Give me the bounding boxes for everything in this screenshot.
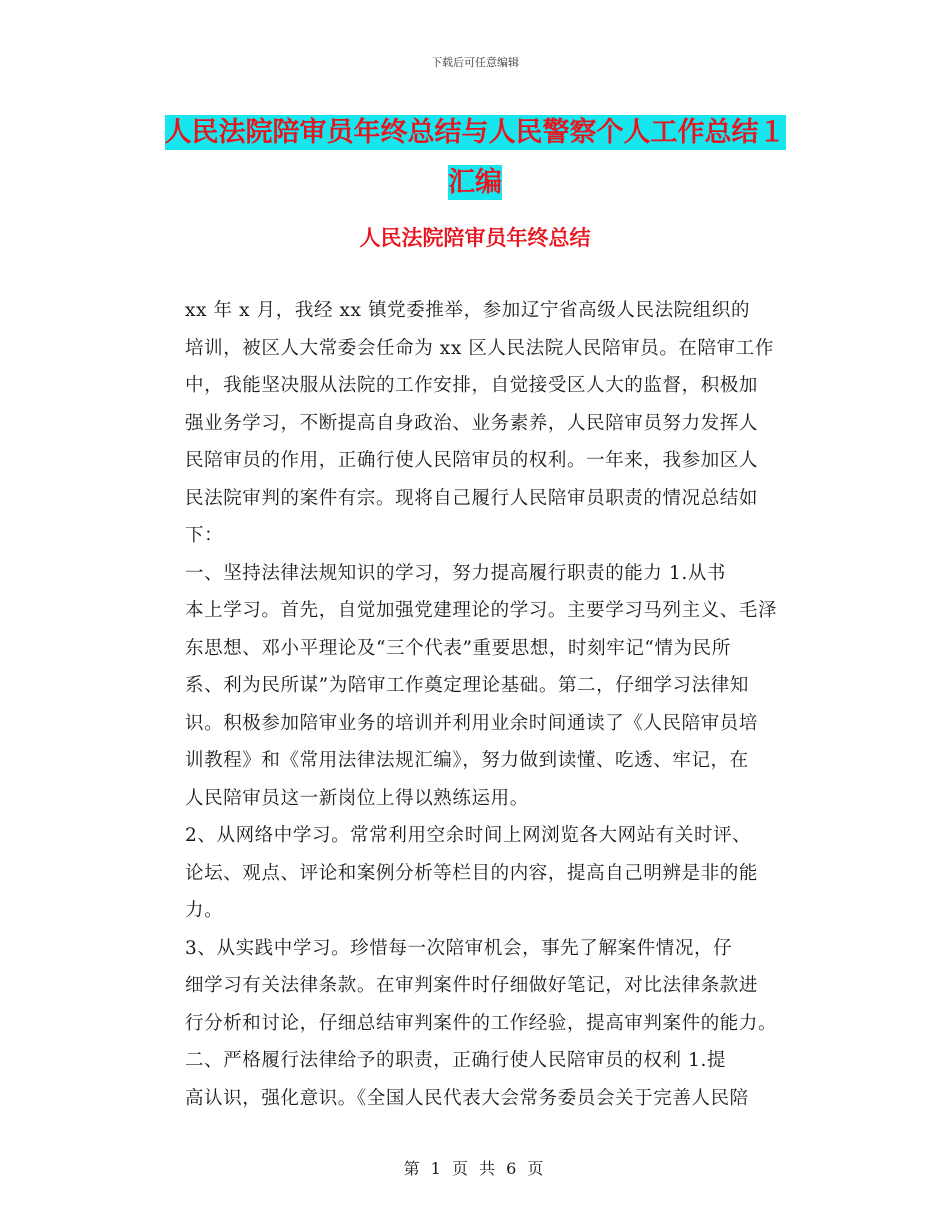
paragraph-4 [141,930,825,1043]
text-line: 训教程》和《常用法律法规汇编》，努力做到读懂、吃透、牢记，在 [185,750,749,771]
text-line: 人民陪审员这一新岗位上得以熟练运用。 [185,787,529,809]
text-line: 东思想、邓小平理论及“三个代表”重要思想，时刻牢记“情为民所 [185,637,731,659]
paragraph-3 [141,817,825,930]
text-line: 中，我能坚决服从法院的工作安排，自觉接受区人大的监督，积极加 [185,375,759,396]
section-title: 人民法院陪审员年终总结 [359,226,591,250]
text-line: 细学习有关法律条款。在审判案件时仔细做好笔记，对比法律条款进 [185,975,759,996]
text-line: xx 年 x 月，我经 xx 镇党委推举，参加辽宁省高级人民法院组织的 [185,300,751,321]
text-line: 行分析和讨论，仔细总结审判案件的工作经验，提高审判案件的能力。 [185,1012,778,1034]
document-title [0,108,950,208]
text-line: 本上学习。首先，自觉加强党建理论的学习。主要学习马列主义、毛泽 [185,600,778,621]
text-line: 3、从实践中学习。珍惜每一次陪审机会，事先了解案件情况，仔 [185,937,733,959]
text-line: 一、坚持法律法规知识的学习，努力提高履行职责的能力 1.从书 [185,562,727,584]
text-line: 力。 [185,900,224,921]
text-line: 强业务学习，不断提高自身政治、业务素养，人民陪审员努力发挥人 [185,412,759,434]
paragraph-5 [141,1042,825,1117]
paragraph-1 [141,292,825,555]
text-line: 系、利为民所谋”为陪审工作奠定理论基础。第二，仔细学习法律知 [185,675,749,696]
page-header: 下载后可任意编辑 [431,56,519,69]
text-line: 二、严格履行法律给予的职责，正确行使人民陪审员的权利 1.提 [185,1050,727,1071]
text-line: 高认识，强化意识。《全国人民代表大会常务委员会关于完善人民陪 [185,1087,749,1109]
text-line: 民陪审员的作用，正确行使人民陪审员的权利。一年来，我参加区人 [185,450,759,471]
title-line-2: 汇编 [448,167,502,198]
text-line: 民法院审判的案件有宗。现将自己履行人民陪审员职责的情况总结如 [185,487,759,509]
text-line: 识。积极参加陪审业务的培训并利用业余时间通读了《人民陪审员培 [185,712,759,734]
page-number: 第 1 页 共 6 页 [403,1159,547,1178]
title-line-1: 人民法院陪审员年终总结与人民警察个人工作总结１ [164,117,786,148]
text-line: 论坛、观点、评论和案例分析等栏目的内容，提高自己明辨是非的能 [185,862,759,884]
text-line: 培训，被区人大常委会任命为 xx 区人民法院人民陪审员。在陪审工作 [185,337,774,359]
text-line: 2、从网络中学习。常常利用空余时间上网浏览各大网站有关时评、 [185,825,752,846]
document-body [141,292,825,1117]
paragraph-2 [141,555,825,818]
text-line: 下： [185,525,224,546]
